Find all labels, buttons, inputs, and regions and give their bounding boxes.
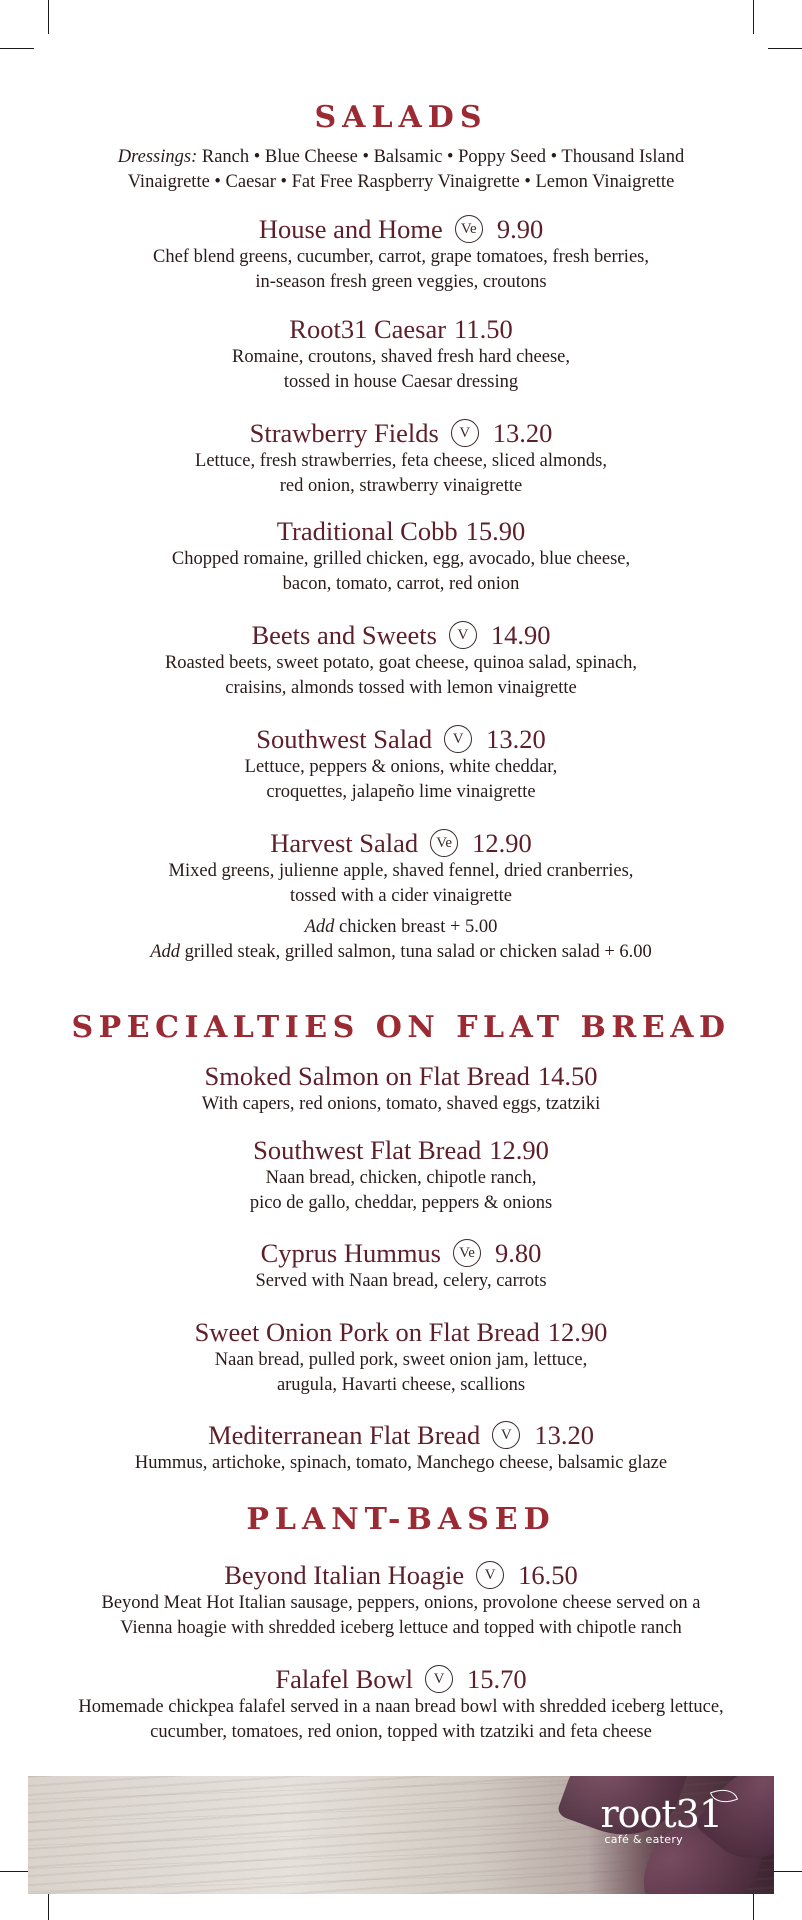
dressings-label: Dressings: bbox=[117, 147, 198, 167]
menu-item bbox=[0, 1416, 802, 1476]
vegan-badge: Ve bbox=[453, 1239, 481, 1267]
menu-item-name: Traditional Cobb bbox=[276, 515, 458, 546]
menu-item-name: Mediterranean Flat Bread bbox=[208, 1419, 481, 1450]
footer-banner bbox=[28, 1776, 774, 1894]
menu-item-description: Roasted beets, sweet potato, goat cheese, quinoa salad, spinach, bbox=[164, 652, 638, 673]
add-ons bbox=[0, 915, 802, 965]
menu-item-description: in-season fresh green veggies, croutons bbox=[255, 271, 547, 292]
menu-item-description: Vienna hoagie with shredded iceberg lettuce and topped with chipotle ranch bbox=[120, 1617, 682, 1638]
menu-item-description: Lettuce, fresh strawberries, feta cheese, sliced almonds, bbox=[195, 450, 607, 471]
menu-item-price: 9.80 bbox=[495, 1237, 542, 1268]
add-on-line-1 bbox=[0, 915, 802, 940]
menu-item-name: Beyond Italian Hoagie bbox=[224, 1559, 465, 1590]
menu-item-name: Harvest Salad bbox=[270, 827, 419, 858]
crop-mark bbox=[48, 0, 49, 34]
menu-item-header bbox=[0, 824, 802, 859]
menu-item-description: croquettes, jalapeño lime vinaigrette bbox=[266, 781, 536, 802]
menu-item-description: tossed in house Caesar dressing bbox=[283, 371, 519, 392]
menu-item-description: tossed with a cider vinaigrette bbox=[290, 885, 512, 906]
menu-item-description: Served with Naan bread, celery, carrots bbox=[255, 1270, 547, 1291]
menu-item-price: 15.70 bbox=[467, 1663, 527, 1694]
brand-logo bbox=[600, 1794, 722, 1846]
crop-mark bbox=[753, 0, 754, 34]
menu-item-description: Chef blend greens, cucumber, carrot, grape tomatoes, fresh berries, bbox=[153, 246, 649, 267]
menu-item-description: With capers, red onions, tomato, shaved eggs, tzatziki bbox=[201, 1093, 601, 1114]
logo-tagline: café & eatery bbox=[604, 1833, 683, 1846]
plant-title: PLANT-BASED bbox=[246, 1502, 556, 1537]
menu-item bbox=[0, 1234, 802, 1294]
menu-item-description: bacon, tomato, carrot, red onion bbox=[282, 573, 520, 594]
vegetarian-badge: V bbox=[425, 1665, 453, 1693]
vegetarian-badge: V bbox=[492, 1421, 520, 1449]
menu-item-description: Naan bread, pulled pork, sweet onion jam, lettuce, bbox=[214, 1349, 588, 1370]
menu-item-price: 13.20 bbox=[486, 723, 546, 754]
salads-title: SALADS bbox=[314, 100, 488, 135]
menu-item-header bbox=[0, 1660, 802, 1695]
menu-item-description: arugula, Havarti cheese, scallions bbox=[276, 1374, 526, 1395]
menu-item-description: cucumber, tomatoes, red onion, topped with tzatziki and feta cheese bbox=[150, 1721, 652, 1742]
menu-item-name: Beets and Sweets bbox=[251, 619, 437, 650]
crop-mark bbox=[768, 48, 802, 49]
menu-item bbox=[0, 720, 802, 805]
menu-item-price: 14.90 bbox=[490, 619, 551, 650]
dressings-line-2: Vinaigrette • Caesar • Fat Free Raspberry Vinaigrette • Lemon Vinaigrette bbox=[127, 172, 675, 192]
menu-item-description: pico de gallo, cheddar, peppers & onions bbox=[249, 1192, 553, 1213]
menu-item-price: 16.50 bbox=[518, 1559, 578, 1590]
vegetarian-badge: V bbox=[444, 725, 472, 753]
menu-item bbox=[0, 512, 802, 597]
dressings-info bbox=[0, 145, 802, 195]
menu-item bbox=[0, 1556, 802, 1641]
menu-item-description: Hummus, artichoke, spinach, tomato, Manchego cheese, balsamic glaze bbox=[134, 1452, 668, 1473]
menu-item-header bbox=[0, 1057, 802, 1092]
menu-item-price: 15.90 bbox=[465, 515, 526, 546]
menu-item-header bbox=[0, 616, 802, 651]
menu-item-description: Naan bread, chicken, chipotle ranch, bbox=[265, 1167, 537, 1188]
menu-item-header bbox=[0, 720, 802, 755]
menu-item-description: Lettuce, peppers & onions, white cheddar, bbox=[244, 756, 558, 777]
menu-item-price: 12.90 bbox=[547, 1316, 608, 1347]
menu-item-price: 12.90 bbox=[489, 1134, 549, 1165]
menu-item-name: Strawberry Fields bbox=[249, 417, 439, 448]
crop-mark bbox=[0, 48, 34, 49]
menu-item-price: 9.90 bbox=[496, 213, 544, 244]
menu-item bbox=[0, 616, 802, 701]
menu-item-header bbox=[0, 1416, 802, 1451]
dressings-list-1: Ranch • Blue Cheese • Balsamic • Poppy Seed • Thousand Island bbox=[201, 147, 685, 167]
menu-item bbox=[0, 310, 802, 395]
menu-item-price: 14.50 bbox=[537, 1060, 598, 1091]
menu-item bbox=[0, 1313, 802, 1398]
add-label: Add bbox=[304, 917, 335, 937]
menu-item-header bbox=[0, 414, 802, 449]
menu-item-header bbox=[0, 1131, 802, 1166]
menu-item-description: Chopped romaine, grilled chicken, egg, avocado, blue cheese, bbox=[171, 548, 631, 569]
menu-item-header bbox=[0, 310, 802, 345]
menu-item-price: 13.20 bbox=[534, 1419, 594, 1450]
add-on-line-2 bbox=[0, 940, 802, 965]
menu-item-description: red onion, strawberry vinaigrette bbox=[279, 475, 523, 496]
menu-item bbox=[0, 1660, 802, 1745]
menu-item bbox=[0, 414, 802, 499]
menu-item-name: Root31 Caesar bbox=[289, 313, 447, 344]
vegetarian-badge: V bbox=[449, 621, 477, 649]
menu-item bbox=[0, 210, 802, 295]
vegetarian-badge: V bbox=[451, 419, 479, 447]
menu-item-name: Sweet Onion Pork on Flat Bread bbox=[194, 1316, 540, 1347]
menu-item bbox=[0, 824, 802, 909]
menu-item-description: Romaine, croutons, shaved fresh hard cheese, bbox=[231, 346, 571, 367]
menu-item-description: Mixed greens, julienne apple, shaved fennel, dried cranberries, bbox=[168, 860, 634, 881]
menu-item-header bbox=[0, 512, 802, 547]
add-on-text: chicken breast + 5.00 bbox=[339, 917, 498, 937]
menu-item-price: 12.90 bbox=[472, 827, 532, 858]
logo-wordmark: root31 bbox=[600, 1792, 722, 1836]
add-label: Add bbox=[150, 942, 181, 962]
menu-item-header bbox=[0, 1313, 802, 1348]
menu-item-name: Southwest Flat Bread bbox=[253, 1134, 482, 1165]
menu-item bbox=[0, 1057, 802, 1117]
menu-item-header bbox=[0, 210, 802, 245]
menu-item-description: Beyond Meat Hot Italian sausage, peppers, onions, provolone cheese served on a bbox=[101, 1592, 701, 1613]
menu-item-header bbox=[0, 1556, 802, 1591]
menu-item-header bbox=[0, 1234, 802, 1269]
menu-item-name: Cyprus Hummus bbox=[260, 1237, 441, 1268]
flatbread-title: SPECIALTIES ON FLAT BREAD bbox=[71, 1010, 731, 1045]
menu-item-price: 13.20 bbox=[492, 417, 553, 448]
menu-item-price: 11.50 bbox=[454, 313, 513, 344]
vegetarian-badge: V bbox=[476, 1561, 504, 1589]
menu-item-name: Southwest Salad bbox=[256, 723, 433, 754]
menu-item-description: Homemade chickpea falafel served in a naan bread bowl with shredded iceberg lettuce, bbox=[78, 1696, 724, 1717]
menu-item bbox=[0, 1131, 802, 1216]
vegan-badge: Ve bbox=[430, 829, 458, 857]
menu-item-name: House and Home bbox=[258, 213, 443, 244]
add-on-text: grilled steak, grilled salmon, tuna salad or chicken salad + 6.00 bbox=[184, 942, 652, 962]
menu-item-name: Falafel Bowl bbox=[275, 1663, 413, 1694]
dressings-line-1 bbox=[0, 145, 802, 170]
menu-item-description: craisins, almonds tossed with lemon vinaigrette bbox=[225, 677, 577, 698]
menu-item-name: Smoked Salmon on Flat Bread bbox=[204, 1060, 530, 1091]
vegan-badge: Ve bbox=[455, 215, 483, 243]
